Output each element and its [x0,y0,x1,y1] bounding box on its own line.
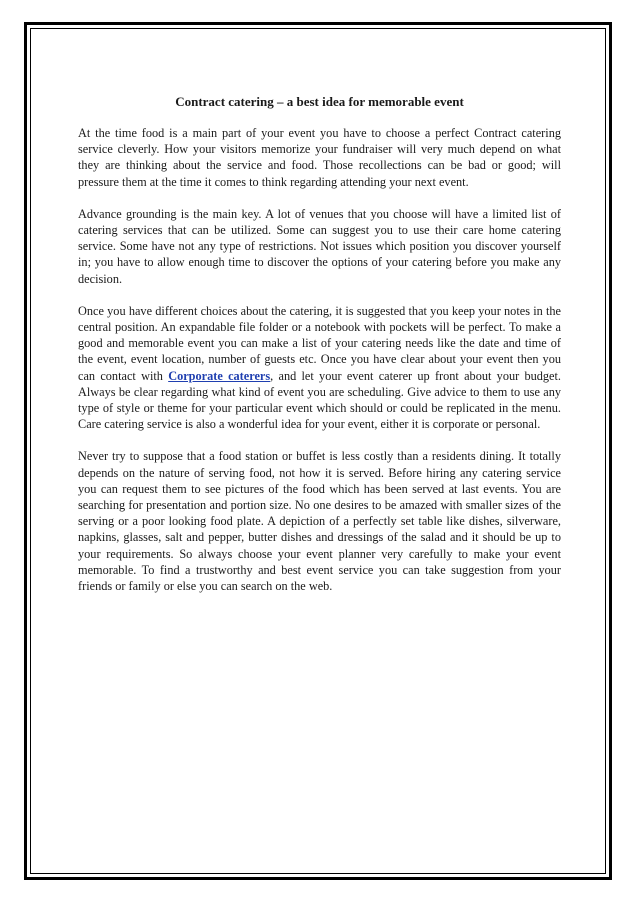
paragraph-3-text-before: Once you have different choices about the catering, it is suggested that you keep your notes in the central position. An expandable file folder or a notebook with pockets will be perfect. To make a good and memorable event you can make a list of your catering needs like the date and time of the event, event location, number of guests etc. Once you have clear about your event then you can contact with [78,303,561,383]
document-body [78,94,561,610]
paragraph-4: Never try to suppose that a food station or buffet is less costly than a residents dining. It totally depends on the nature of serving food, not how it is served. Before hiring any catering service you can request them to see pictures of the food which has been served at last events. You are searching for presentation and portion size. No one desires to be amazed with smaller sizes of the serving or a poor looking food plate. A depiction of a perfectly set table like dishes, silverware, napkins, glasses, salt and pepper, butter dishes and dressings of the salad and it should be up to your requirements. So always choose your event planner very carefully to make your event memorable. To find a trustworthy and best event service you can take suggestion from your friends or family or else you can search on the web. [78,449,561,594]
paragraph-1: At the time food is a main part of your event you have to choose a perfect Contract catering service cleverly. How your visitors memorize your fundraiser will very much depend on what they are thinking about the service and food. Those recollections can be bad or good; will pressure them at the time it comes to think regarding attending your next event. [78,126,561,189]
paragraph-3 [78,303,561,433]
document-title: Contract catering – a best idea for memorable event [175,94,464,109]
paragraph-3-text-after: , and let your event caterer up front about your budget. Always be clear regarding what kind of event you are scheduling. Give advice to them to use any type of style or theme for your particular event which should or could be replicated in the menu. Care catering service is also a wonderful idea for your event, either it is corporate or personal. [78,368,561,432]
paragraph-2: Advance grounding is the main key. A lot of venues that you choose will have a limited list of catering services that can be utilized. Some can suggest you to use their care home catering service. Some have not any type of restrictions. Not issues which position you discover yourself in; you have to allow enough time to discover the options of your catering before you make any decision. [78,206,561,286]
corporate-caterers-link[interactable]: Corporate caterers [168,368,271,383]
